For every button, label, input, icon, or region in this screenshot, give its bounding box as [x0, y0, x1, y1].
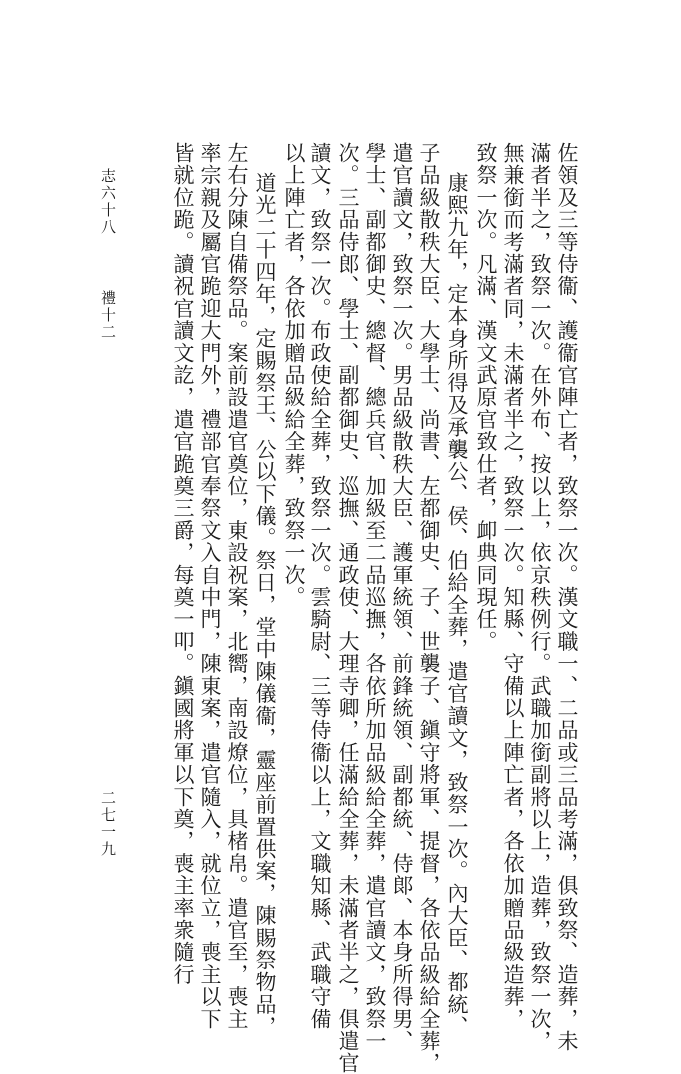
text-column-14: 率宗親及屬官跪迎大門外，禮部官奉祭文入自中門，陳東案，遣官隨入，就位立，喪主以下 — [198, 142, 222, 1030]
text-column-2: 滿者半之，致祭一次。在外布、按以上，依京秩例行。武職加銜副將以上，造葬，致祭一次， — [528, 142, 552, 1053]
text-column-12: 道光二十四年，定賜祭王、公以下儀。祭日，堂中陳儀衞，靈座前置供案，陳賜祭物品， — [253, 172, 277, 1038]
text-column-8: 學士、副都御史、總督、總兵官、加級至二品巡撫，各依所加品級給全葬，遣官讀文，致祭一 — [363, 142, 387, 1053]
volume-title: 志六十八 — [99, 168, 117, 236]
section-title: 禮十二 — [99, 290, 117, 341]
text-column-13: 左右分陳自備祭品。案前設遣官奠位，東設祝案，北嚮，南設燎位，具楮帛。遣官至，喪主 — [225, 142, 249, 1030]
section-header — [98, 290, 119, 341]
text-column-15: 皆就位跪。讀祝官讀文訖，遣官跪奠三爵，每奠一叩。鎭國將軍以下奠，喪主率衆隨行 — [171, 142, 195, 986]
text-column-9: 次。三品侍郎、學士、副都御史、巡撫、通政使、大理寺卿，任滿給全葬，未滿者半之，俱遣官 — [336, 142, 360, 1074]
text-column-7: 遣官讀文，致祭一次。男品級散秩大臣、護軍統領、前鋒統領、副都統、侍郞、本身所得男、 — [390, 142, 414, 1053]
text-column-5: 康熙九年，定本身所得及承襲公、侯、伯給全葬，遣官讀文，致祭一次。內大臣、都統、 — [445, 172, 469, 1038]
text-column-11: 以上陣亡者，各依加贈品級給全葬，致祭一次。 — [282, 142, 306, 609]
page-number-text: 二七一九 — [99, 790, 117, 858]
text-column-1: 佐領及三等侍衞、護衞官陣亡者，致祭一次。漢文職一、二品或三品考滿，俱致祭、造葬，未 — [555, 142, 579, 1053]
text-column-6: 子品級散秩大臣、大學士、尚書、左都御史、子、世襲子、鎭守將軍、提督，各依品級給全葬， — [417, 142, 441, 1074]
text-column-10: 讀文，致祭一次。布政使給全葬，致祭一次。雲騎尉、三等侍衞以上，文職知縣、武職守備 — [308, 142, 332, 1030]
volume-header — [98, 168, 119, 236]
text-column-4: 致祭一次。凡滿、漢文武原官致仕者，卹典同現任。 — [474, 142, 498, 653]
page-number — [98, 790, 119, 858]
text-column-3: 無兼銜而考滿者同，未滿者半之，致祭一次。知縣、守備以上陣亡者，各依加贈品級造葬， — [501, 142, 525, 1030]
